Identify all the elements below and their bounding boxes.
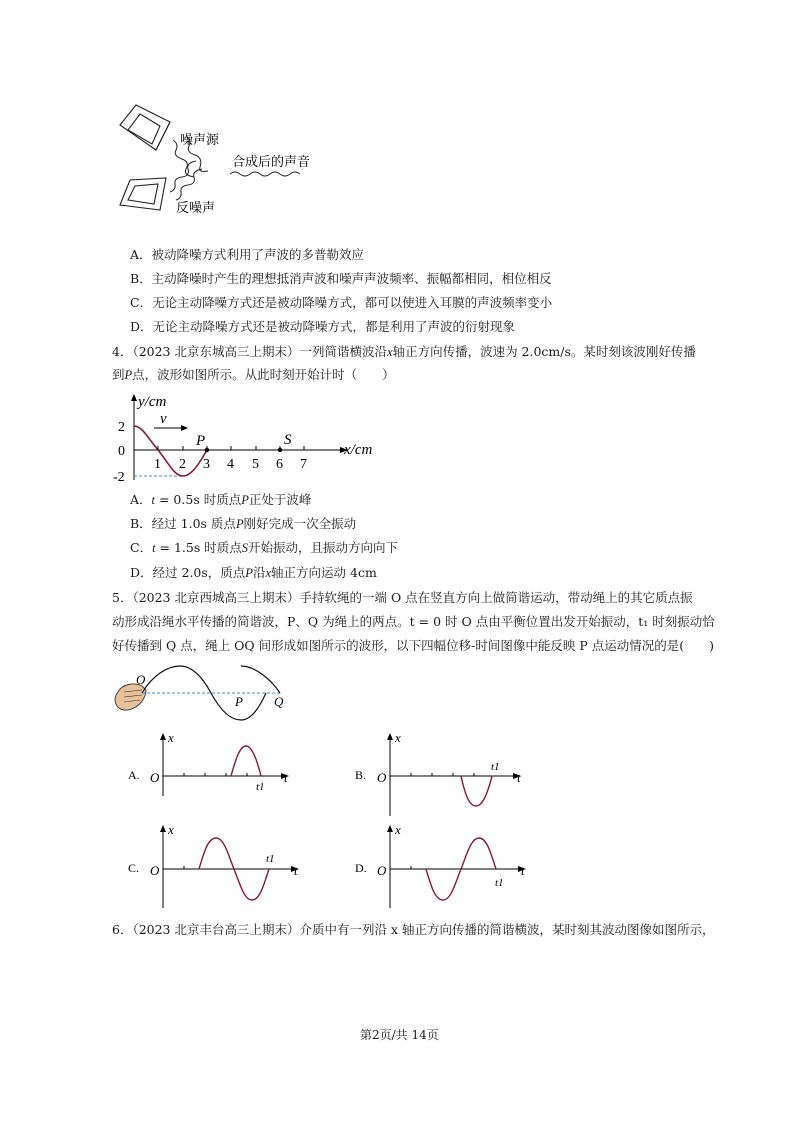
q5-graph-a-letter: A. — [128, 768, 140, 782]
q4-xtick-2: 2 — [179, 457, 186, 472]
q4-option-b: B．经过 1.0s 质点P刚好完成一次全振动 — [130, 516, 357, 531]
q4-ytick-0: 0 — [118, 444, 125, 459]
q4-y-arrow — [131, 394, 137, 401]
q4-option-a: A．t = 0.5s 时质点P正处于波峰 — [130, 492, 312, 507]
q4-stem-line2: 到P点，波形如图所示。从此时刻开始计时（ ） — [112, 367, 395, 382]
q5-graph-a-curve — [231, 746, 261, 776]
combined-wave — [230, 172, 300, 176]
anti-noise-label: 反噪声 — [176, 200, 216, 215]
q4-wave-figure — [110, 392, 390, 492]
q5-graph-d-t1: t1 — [495, 877, 504, 889]
q4-option-d: D．经过 2.0s，质点P沿x轴正方向运动 4cm — [130, 565, 377, 580]
q3-option-b: B．主动降噪时产生的理想抵消声波和噪声声波频率、振幅都相同，相位相反 — [130, 271, 552, 286]
q4-point-s — [278, 448, 282, 452]
q5-graph-a-x-label: x — [168, 730, 174, 745]
q5-graph-c-t1: t1 — [266, 853, 275, 865]
q4-velocity-arrowhead — [181, 425, 188, 431]
noise-cancel-figure — [108, 100, 348, 230]
noise-source-label: 噪声源 — [180, 132, 220, 147]
q5-graph-d-t-label: t — [521, 863, 525, 878]
q5-rope-o-label: O — [136, 672, 146, 687]
q5-graph-a-t-label: t — [284, 770, 288, 785]
q5-rope-q-label: Q — [274, 694, 284, 709]
q4-xtick-5: 5 — [252, 457, 259, 472]
q5-rope-p-label: P — [235, 694, 243, 709]
q3-option-c: C．无论主动降噪方式还是被动降噪方式，都可以使进入耳膜的声波频率变小 — [130, 295, 553, 310]
q5-graph-a-origin: O — [150, 770, 160, 785]
q5-stem-line3: 好传播到 Q 点，绳上 OQ 间形成如图所示的波形，以下四幅位移-时间图像中能反映 P 点运动情况的是( ) — [112, 638, 714, 653]
q4-y-label: y/cm — [138, 394, 167, 410]
hand-icon — [115, 684, 146, 710]
q5-graph-a — [128, 730, 318, 800]
q4-xtick-6: 6 — [276, 457, 283, 472]
q5-stem-line2: 动形成沿绳水平传播的简谐波，P、Q 为绳上的两点。t = 0 时 O 点由平衡位置出发开始振动，t₁ 时刻振动恰 — [112, 614, 715, 629]
q5-graph-c-origin: O — [150, 863, 160, 878]
q4-s-label: S — [284, 432, 292, 448]
q5-stem-line1: 5．（2023 北京西城高三上期末）手持软绳的一端 O 点在竖直方向上做简谐运动，带动绳上的其它质点振 — [112, 590, 693, 605]
q4-xtick-7: 7 — [300, 457, 307, 472]
q4-v-label: v — [160, 411, 167, 427]
q5-graph-a-t1: t1 — [256, 781, 265, 793]
q5-rope-figure — [112, 666, 302, 726]
q3-option-d: D．无论主动降噪方式还是被动降噪方式，都是利用了声波的衍射现象 — [130, 319, 516, 334]
combined-sound-label: 合成后的声音 — [232, 154, 311, 169]
q5-graph-c-x-label: x — [168, 822, 174, 837]
q5-graph-b-x-label: x — [395, 730, 401, 745]
q4-xtick-4: 4 — [227, 457, 234, 472]
q5-graph-c-letter: C. — [128, 861, 140, 875]
q5-rope-wave-3 — [241, 666, 280, 693]
q3-option-a: A．被动降噪方式利用了声波的多普勒效应 — [130, 247, 365, 262]
anti-noise-speaker — [120, 178, 166, 210]
q4-xtick-3: 3 — [203, 457, 210, 472]
q4-ytick-neg2: -2 — [113, 470, 125, 485]
q4-ytick-2: 2 — [118, 420, 125, 435]
q4-stem-line1: 4．（2023 北京东城高三上期末）一列简谐横波沿x轴正方向传播，波速为 2.0cm/s。某时刻该波刚好传播 — [112, 344, 696, 359]
q5-graph-c-t-label: t — [294, 863, 298, 878]
q6-stem-line1: 6．（2023 北京丰台高三上期末）介质中有一列沿 x 轴正方向传播的简谐横波，某时刻其波动图像如图所示， — [112, 922, 715, 937]
q5-graph-d-origin: O — [377, 863, 387, 878]
q4-p-label: P — [196, 433, 206, 449]
q5-graph-b-origin: O — [377, 770, 387, 785]
q4-xtick-1: 1 — [154, 457, 161, 472]
q4-point-p — [205, 448, 209, 452]
q4-option-c: C．t = 1.5s 时质点S开始振动，且振动方向向下 — [130, 540, 399, 555]
q5-graph-b-curve — [461, 776, 492, 806]
q5-graph-b-letter: B. — [355, 768, 367, 782]
q4-x-label: x/cm — [344, 442, 373, 458]
anti-wave-2 — [176, 169, 202, 200]
page-footer: 第2页/共 14页 — [360, 1028, 439, 1042]
noise-source-speaker — [120, 105, 170, 150]
q5-graph-d-x-label: x — [395, 822, 401, 837]
q5-graph-c — [128, 820, 328, 910]
q5-graph-b-t-label: t — [517, 770, 521, 785]
q5-graph-d — [355, 820, 555, 910]
q5-graph-d-letter: D. — [355, 861, 367, 875]
q5-graph-b-t1: t1 — [491, 761, 500, 773]
q5-graph-b — [355, 730, 545, 820]
